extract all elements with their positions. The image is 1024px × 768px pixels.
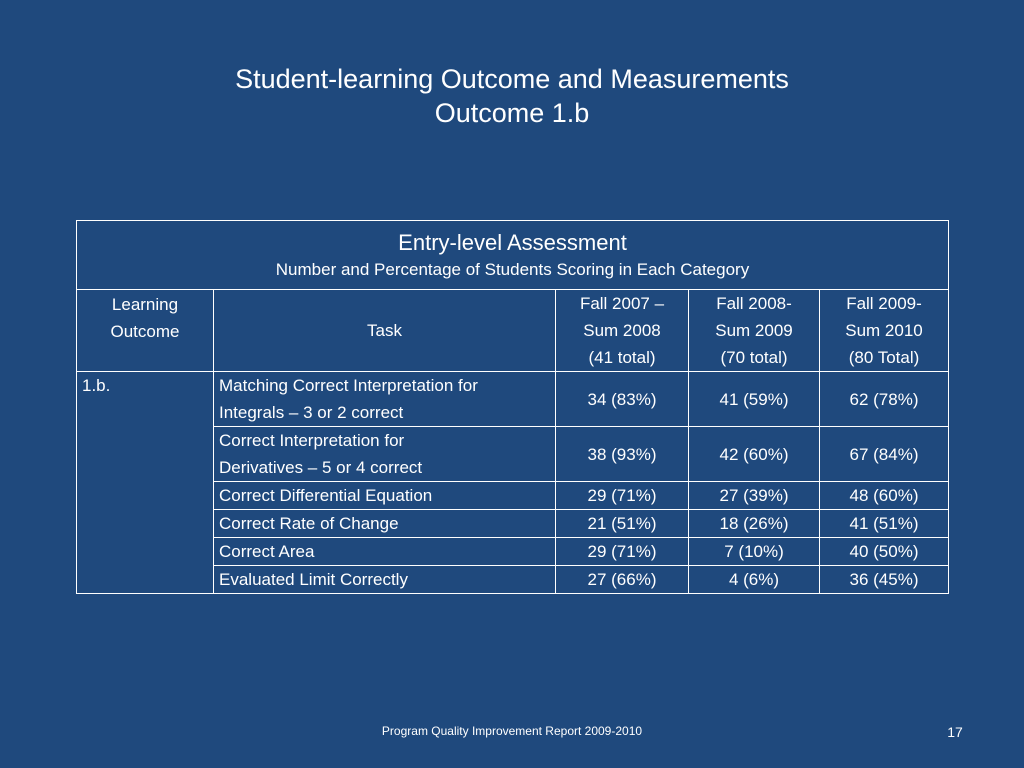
footer-text: Program Quality Improvement Report 2009-2010 <box>381 724 643 738</box>
table-row <box>77 372 949 427</box>
table-caption <box>77 221 949 290</box>
value-cell: 36 (45%) <box>820 566 949 594</box>
header-learning-outcome-line2: Outcome <box>110 322 180 341</box>
task-cell-line1: Matching Correct Interpretation for <box>219 376 478 395</box>
assessment-table <box>76 220 949 594</box>
header-fall-2007-line3: (41 total) <box>588 348 656 367</box>
header-fall-2009-line3: (80 Total) <box>848 348 920 367</box>
table-caption-title: Entry-level Assessment <box>398 230 627 255</box>
value-cell: 27 (66%) <box>556 566 689 594</box>
value-cell: 48 (60%) <box>820 482 949 510</box>
learning-outcome-cell: 1.b. <box>77 372 214 594</box>
value-cell: 41 (51%) <box>820 510 949 538</box>
task-cell: Correct Differential Equation <box>214 482 556 510</box>
value-cell: 18 (26%) <box>689 510 820 538</box>
value-cell: 29 (71%) <box>556 538 689 566</box>
value-cell: 41 (59%) <box>689 372 820 427</box>
value-cell: 27 (39%) <box>689 482 820 510</box>
header-learning-outcome <box>77 290 214 372</box>
header-fall-2008-line2: Sum 2009 <box>715 321 793 340</box>
slide-title <box>0 62 1024 130</box>
header-fall-2007 <box>556 290 689 372</box>
value-cell: 21 (51%) <box>556 510 689 538</box>
task-cell-line2: Integrals – 3 or 2 correct <box>219 403 404 422</box>
value-cell: 67 (84%) <box>820 427 949 482</box>
value-cell: 7 (10%) <box>689 538 820 566</box>
value-cell: 40 (50%) <box>820 538 949 566</box>
header-task: Task <box>214 290 556 372</box>
task-cell-line1: Correct Interpretation for <box>219 431 405 450</box>
task-cell: Evaluated Limit Correctly <box>214 566 556 594</box>
task-cell: Correct Rate of Change <box>214 510 556 538</box>
value-cell: 62 (78%) <box>820 372 949 427</box>
header-row <box>77 290 949 372</box>
task-cell <box>214 427 556 482</box>
task-cell-line2: Derivatives – 5 or 4 correct <box>219 458 423 477</box>
value-cell: 34 (83%) <box>556 372 689 427</box>
page-number: 17 <box>947 724 963 740</box>
header-fall-2009-line1: Fall 2009- <box>846 294 922 313</box>
header-fall-2008-line1: Fall 2008- <box>716 294 792 313</box>
slide-title-line1: Student-learning Outcome and Measurements <box>235 64 789 94</box>
header-fall-2008 <box>689 290 820 372</box>
header-fall-2009 <box>820 290 949 372</box>
task-cell <box>214 372 556 427</box>
value-cell: 29 (71%) <box>556 482 689 510</box>
header-learning-outcome-line1: Learning <box>111 295 179 314</box>
table-caption-subtitle: Number and Percentage of Students Scoring in Each Category <box>275 260 750 279</box>
value-cell: 38 (93%) <box>556 427 689 482</box>
header-fall-2008-line3: (70 total) <box>720 348 788 367</box>
slide-title-line2: Outcome 1.b <box>434 98 590 128</box>
header-fall-2009-line2: Sum 2010 <box>845 321 923 340</box>
caption-row <box>77 221 949 290</box>
task-cell: Correct Area <box>214 538 556 566</box>
header-fall-2007-line2: Sum 2008 <box>583 321 661 340</box>
value-cell: 4 (6%) <box>689 566 820 594</box>
value-cell: 42 (60%) <box>689 427 820 482</box>
header-fall-2007-line1: Fall 2007 – <box>579 294 665 313</box>
